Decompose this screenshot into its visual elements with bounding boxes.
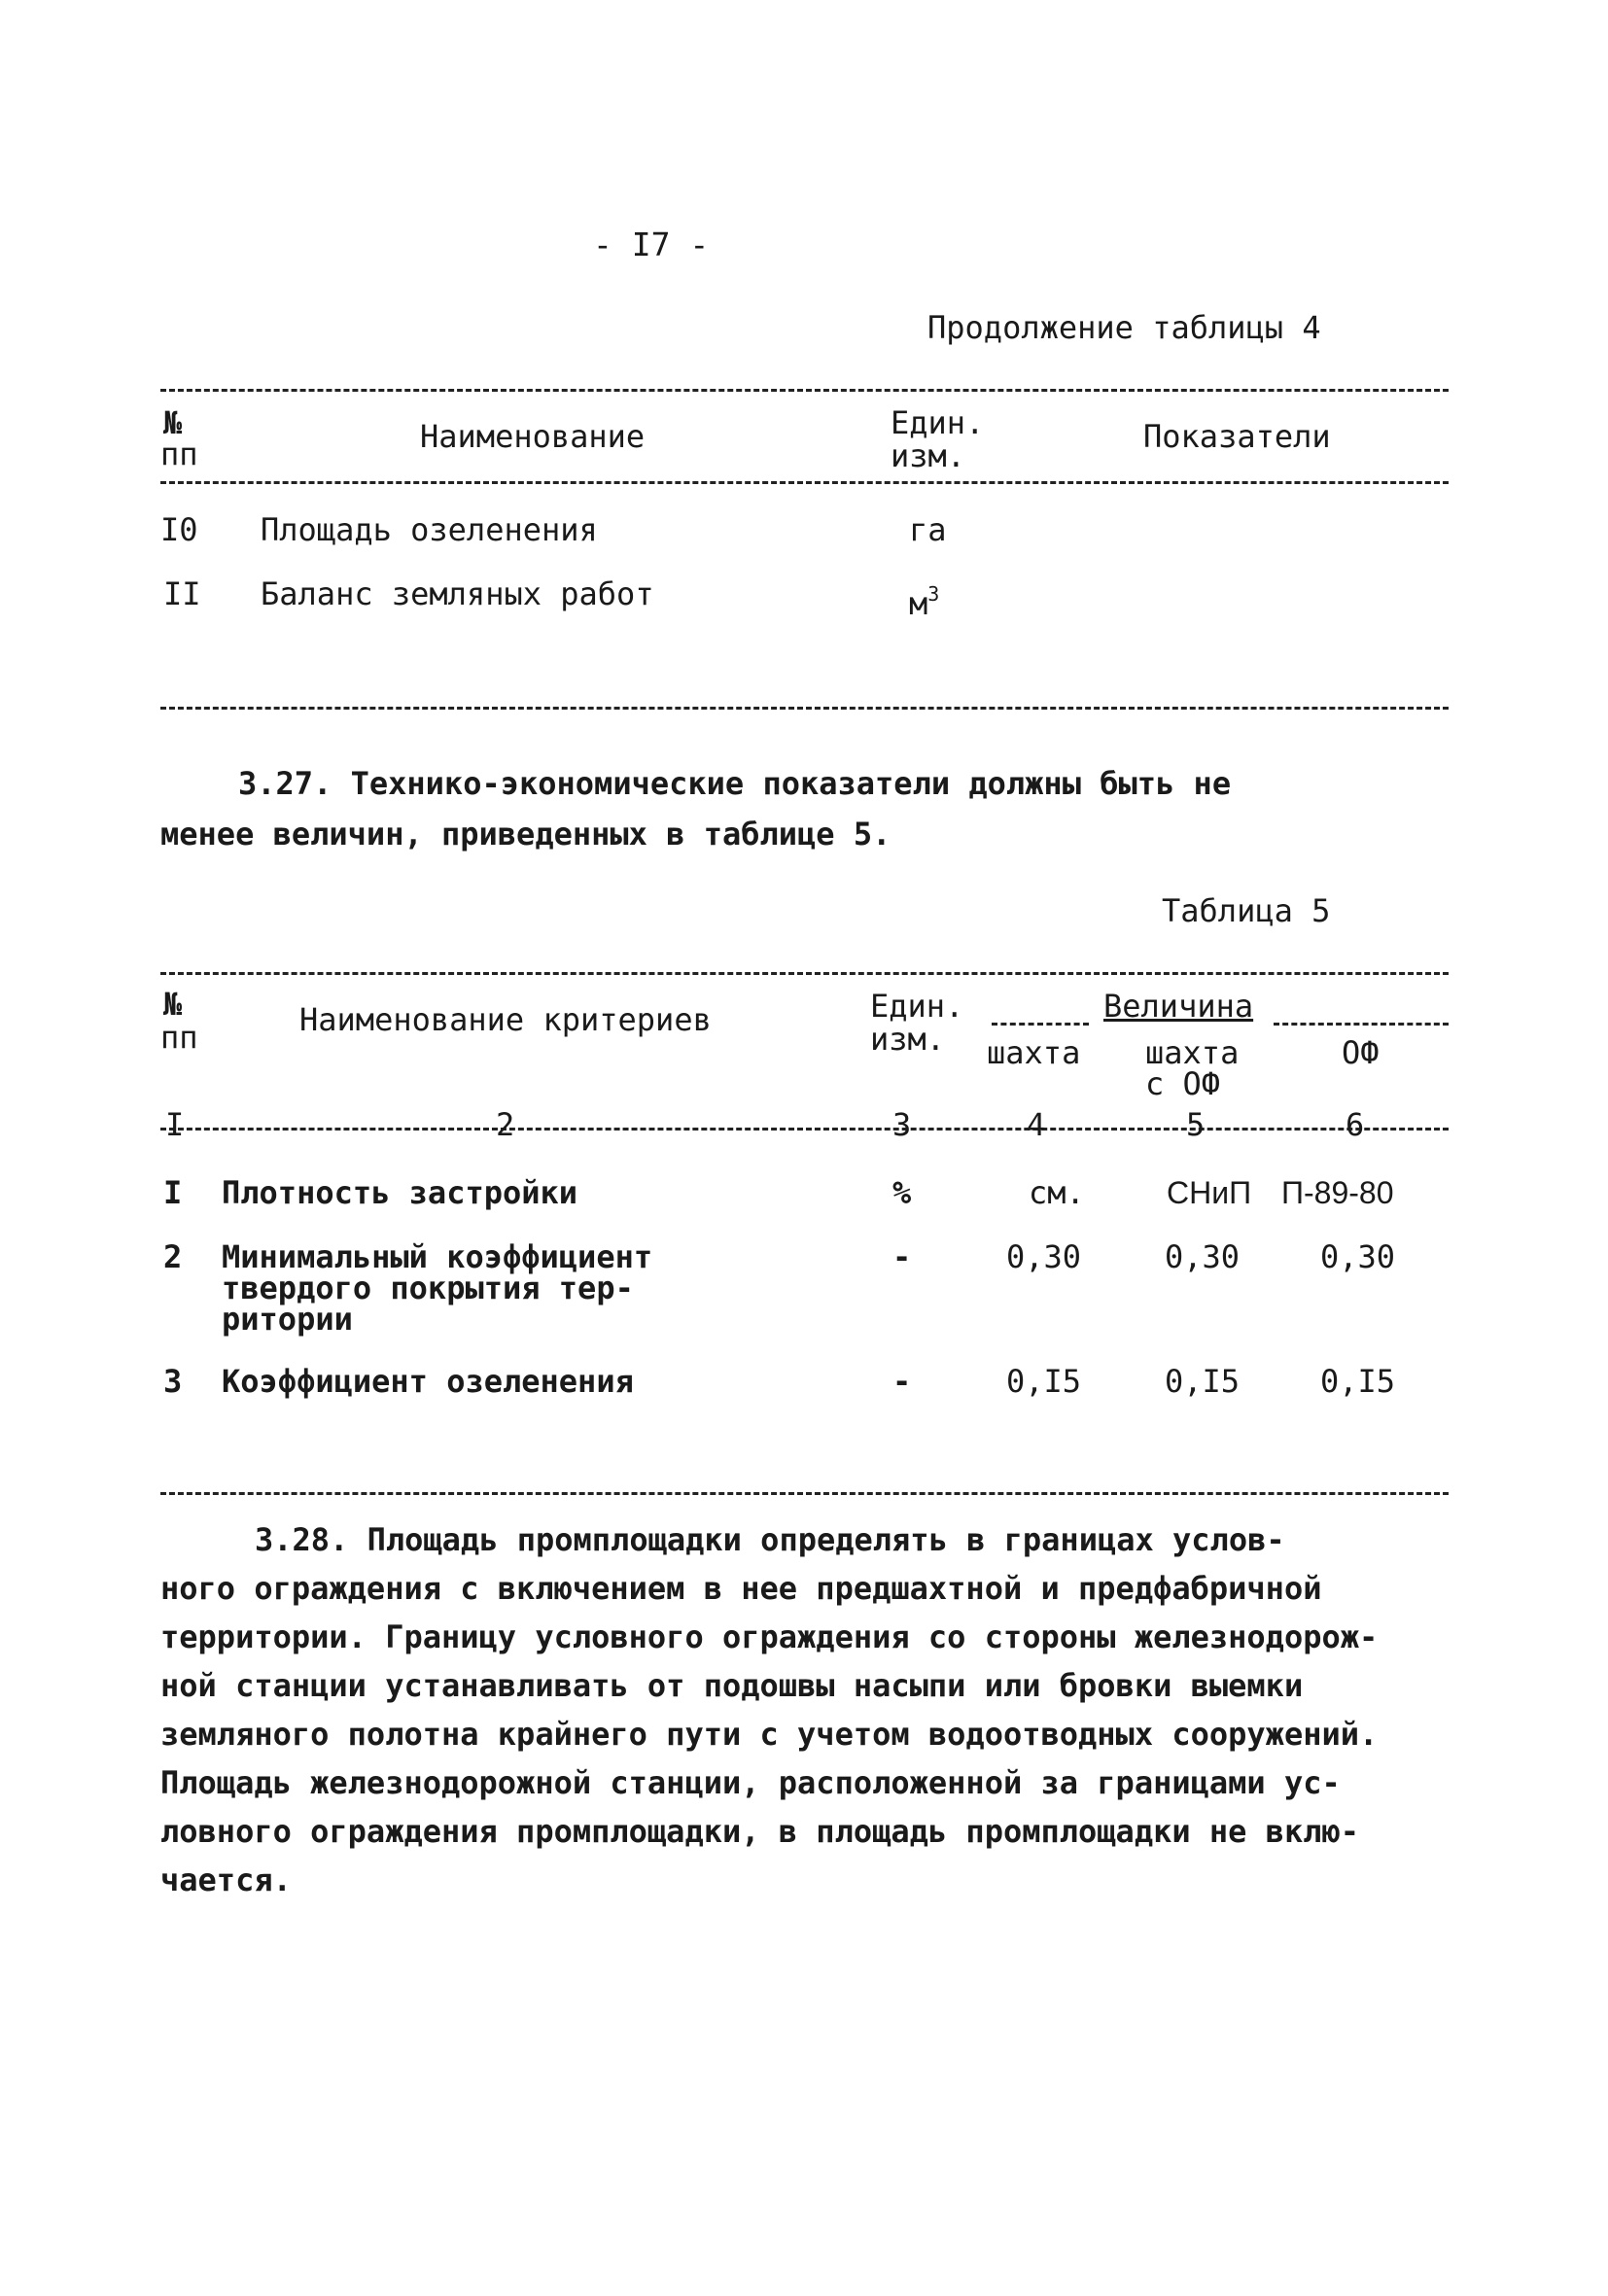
- table5-colnum: 2: [496, 1106, 515, 1143]
- table5-row-unit: %: [892, 1174, 912, 1211]
- table4-header-num: №: [163, 404, 183, 441]
- paragraph-328-line: земляного полотна крайнего пути с учетом водоотводных сооружений.: [160, 1716, 1379, 1753]
- paragraph-328-line: 3.28. Площадь промплощадки определять в границах услов-: [255, 1521, 1285, 1558]
- page-number: - I7 -: [593, 226, 710, 263]
- table5-header-mine-of2: с ОФ: [1145, 1065, 1221, 1102]
- table5-row-mine-of: 0,I5: [1165, 1363, 1241, 1400]
- table4-header-rule: [160, 481, 1449, 484]
- table4-header-name: Наименование: [420, 418, 646, 455]
- table5-row-unit: -: [892, 1363, 912, 1400]
- table5-top-rule: [160, 972, 1449, 975]
- table5-row-name: твердого покрытия тер-: [222, 1270, 634, 1306]
- table5-header-unit: Един.: [870, 988, 964, 1025]
- unit-superscript: 3: [927, 582, 940, 606]
- table5-header-num: №: [163, 986, 183, 1023]
- table5-row-name: ритории: [222, 1301, 353, 1338]
- table5-colnum-rule: [160, 1128, 1449, 1131]
- paragraph-328-line: территории. Границу условного ограждения со стороны железнодорож-: [160, 1618, 1379, 1655]
- table5-row-of: 0,I5: [1320, 1363, 1396, 1400]
- table5-row-name: Минимальный коэффициент: [222, 1238, 653, 1275]
- table5-header-name: Наименование критериев: [299, 1001, 712, 1038]
- table5-caption: Таблица 5: [1162, 892, 1331, 929]
- unit-base: м: [909, 585, 928, 622]
- table4-header-unit2: изм.: [891, 437, 966, 474]
- table5-row-mine: см.: [1029, 1174, 1085, 1211]
- table5-header-mine: шахта: [987, 1034, 1081, 1071]
- table4-row-name: Баланс земляных работ: [261, 575, 654, 612]
- table5-row-of: П-89-80: [1281, 1175, 1394, 1210]
- table5-header-num2: пп: [160, 1019, 198, 1056]
- table5-row-mine-of: 0,30: [1165, 1238, 1241, 1275]
- table4-bottom-rule: [160, 707, 1449, 710]
- table4-header-indicators: Показатели: [1143, 418, 1331, 455]
- table5-row-mine-of: СНиП: [1167, 1175, 1252, 1210]
- table5-colnum: 6: [1346, 1106, 1365, 1143]
- paragraph-327-line: менее величин, приведенных в таблице 5.: [160, 816, 891, 852]
- table5-header-of: ОФ: [1342, 1034, 1380, 1071]
- table5-row-mine: 0,I5: [1006, 1363, 1082, 1400]
- paragraph-327-line: 3.27. Технико-экономические показатели должны быть не: [238, 765, 1232, 802]
- table5-value-rule-right: [1274, 1023, 1449, 1026]
- paragraph-328-line: ловного ограждения промплощадки, в площадь промплощадки не вклю-: [160, 1813, 1359, 1850]
- table4-row-num: II: [163, 575, 201, 612]
- paragraph-328-line: Площадь железнодорожной станции, расположенной за границами ус-: [160, 1764, 1341, 1801]
- paragraph-328-line: ного ограждения с включением в нее предшахтной и предфабричной: [160, 1570, 1322, 1607]
- table5-row-of: 0,30: [1320, 1238, 1396, 1275]
- table5-row-num: 3: [163, 1363, 183, 1400]
- table5-colnum: 4: [1027, 1106, 1046, 1143]
- table5-bottom-rule: [160, 1492, 1449, 1495]
- table4-row-name: Площадь озеленения: [261, 511, 598, 548]
- table5-value-rule-left: [992, 1023, 1089, 1026]
- paragraph-328-line: ной станции устанавливать от подошвы насыпи или бровки выемки: [160, 1667, 1304, 1704]
- table5-row-name: Плотность застройки: [222, 1174, 578, 1211]
- table4-header-num2: пп: [160, 435, 198, 472]
- table4-row-unit: га: [909, 511, 947, 548]
- table5-header-unit2: изм.: [870, 1021, 946, 1058]
- table5-row-unit: -: [892, 1238, 912, 1275]
- table5-header-value: Величина: [1103, 988, 1254, 1025]
- table5-row-mine: 0,30: [1006, 1238, 1082, 1275]
- table5-row-num: I: [163, 1174, 183, 1211]
- table5-colnum: 5: [1186, 1106, 1206, 1143]
- paragraph-328-line: чается.: [160, 1861, 292, 1898]
- table4-top-rule: [160, 389, 1449, 392]
- table4-row-num: I0: [160, 511, 198, 548]
- table5-colnum: I: [165, 1106, 185, 1143]
- table4-header-unit: Един.: [891, 404, 985, 441]
- table4-caption: Продолжение таблицы 4: [927, 309, 1321, 346]
- table5-row-num: 2: [163, 1238, 183, 1275]
- table5-header-mine-of: шахта: [1145, 1034, 1240, 1071]
- table5-colnum: 3: [892, 1106, 912, 1143]
- table5-row-name: Коэффициент озеленения: [222, 1363, 634, 1400]
- table4-row-unit: [909, 577, 939, 620]
